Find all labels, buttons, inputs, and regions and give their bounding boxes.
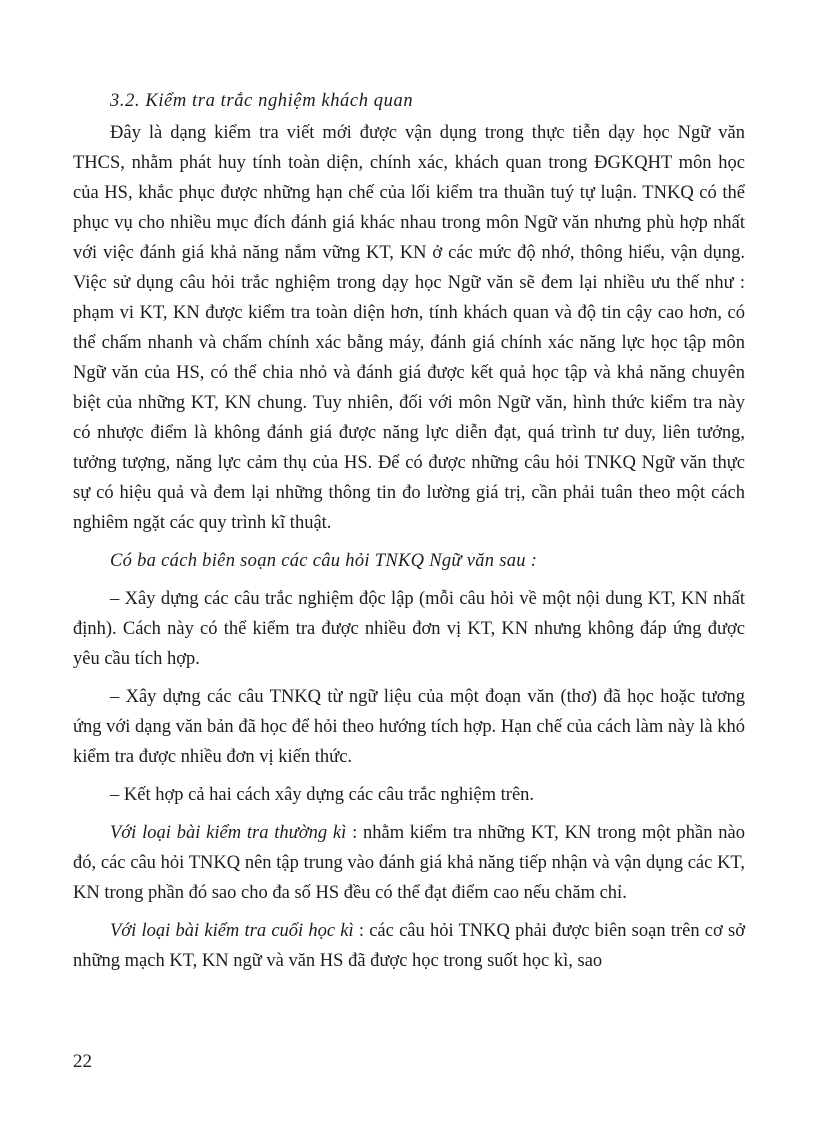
regular-test-label: Với loại bài kiểm tra thường kì <box>110 823 347 843</box>
paragraph-final-test <box>73 916 745 976</box>
list-item-method-3: – Kết hợp cả hai cách xây dựng các câu trắc nghiệm trên. <box>110 785 535 805</box>
paragraph-methods-intro: Có ba cách biên soạn các câu hỏi TNKQ Ngữ văn sau : <box>110 551 538 571</box>
page-number: 22 <box>73 1051 92 1072</box>
list-item-method-1: – Xây dựng các câu trắc nghiệm độc lập (mỗi câu hỏi về một nội dung KT, KN nhất định). Cách này có thể kiểm tra được nhiều đơn vị KT, KN nhưng không đáp ứng được yêu cầu tích hợp. <box>73 589 745 669</box>
body-text <box>73 86 745 976</box>
regular-test-text: : nhằm kiểm tra những KT, KN trong một phần nào đó, các câu hỏi TNKQ nên tập trung vào đánh giá khả năng tiếp nhận và vận dụng các KT, KN trong phần đó sao cho đa số HS đều có thể đạt điểm cao nếu chăm chỉ. <box>73 823 745 903</box>
paragraph-tnkq-overview: Đây là dạng kiểm tra viết mới được vận dụng trong thực tiễn dạy học Ngữ văn THCS, nhằm phát huy tính toàn diện, chính xác, khách quan trong ĐGKQHT môn học của HS, khắc phục được những hạn chế của lối kiểm tra thuần tuý tự luận. TNKQ có thể phục vụ cho nhiều mục đích đánh giá khác nhau trong môn Ngữ văn nhưng phù hợp nhất với việc đánh giá khả năng nắm vững KT, KN ở các mức độ nhớ, thông hiểu, vận dụng. Việc sử dụng câu hỏi trắc nghiệm trong dạy học Ngữ văn sẽ đem lại nhiều ưu thế như : phạm vi KT, KN được kiểm tra toàn diện hơn, tính khách quan và độ tin cậy cao hơn, có thể chấm nhanh và chấm chính xác bằng máy, đánh giá chính xác năng lực học tập môn Ngữ văn của HS, có thể chia nhỏ và đánh giá được kết quả học tập và khả năng chuyên biệt của những KT, KN chung. Tuy nhiên, đối với môn Ngữ văn, hình thức kiểm tra này có nhược điểm là không đánh giá được năng lực diễn đạt, quá trình tư duy, liên tưởng, tưởng tượng, năng lực cảm thụ của HS. Để có được những câu hỏi TNKQ Ngữ văn thực sự có hiệu quả và đem lại những thông tin đo lường giá trị, cần phải tuân theo một cách nghiêm ngặt các quy trình kĩ thuật. <box>73 123 745 533</box>
list-item-method-2: – Xây dựng các câu TNKQ từ ngữ liệu của một đoạn văn (thơ) đã học hoặc tương ứng với dạng văn bản đã học để hỏi theo hướng tích hợp. Hạn chế của cách làm này là khó kiểm tra được nhiều đơn vị kiến thức. <box>73 687 745 767</box>
section-heading: 3.2. Kiểm tra trắc nghiệm khách quan <box>110 91 414 111</box>
final-test-label: Với loại bài kiểm tra cuối học kì <box>110 921 354 941</box>
final-test-text: : các câu hỏi TNKQ phải được biên soạn trên cơ sở những mạch KT, KN ngữ và văn HS đã được học trong suốt học kì, sao <box>73 921 745 971</box>
paragraph-regular-test <box>73 818 745 908</box>
